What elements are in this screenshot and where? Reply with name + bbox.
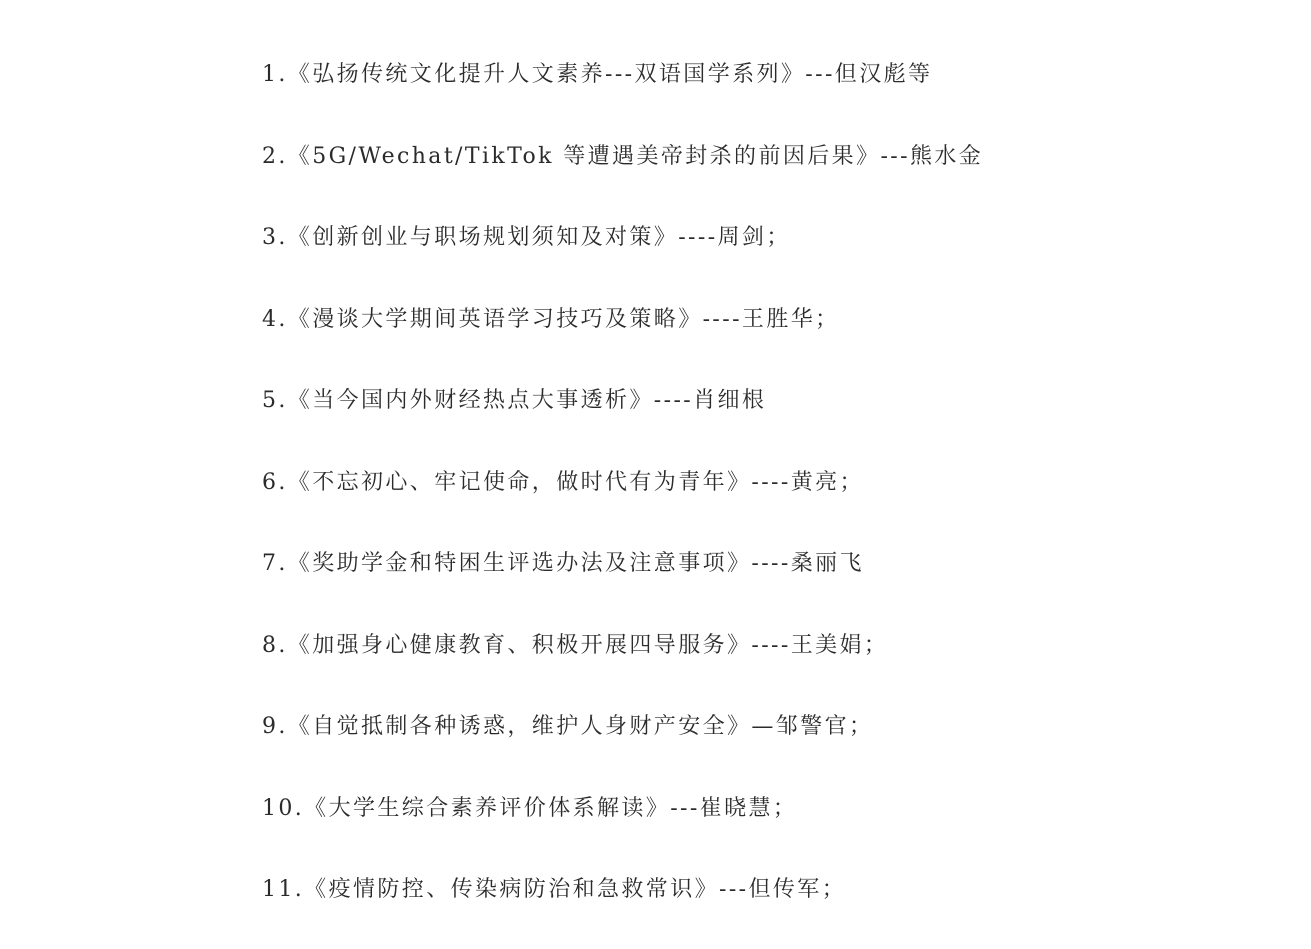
lecture-item-7: 7.《奖助学金和特困生评选办法及注意事项》----桑丽飞 [262, 551, 864, 576]
lecture-item-8: 8.《加强身心健康教育、积极开展四导服务》----王美娟； [262, 633, 889, 658]
lecture-item-6: 6.《不忘初心、牢记使命，做时代有为青年》----黄亮； [262, 470, 864, 495]
lecture-item-4: 4.《漫谈大学期间英语学习技巧及策略》----王胜华； [262, 307, 840, 332]
lecture-item-10: 10.《大学生综合素养评价体系解读》---崔晓慧； [262, 796, 798, 821]
lecture-item-3: 3.《创新创业与职场规划须知及对策》----周剑； [262, 225, 791, 250]
lecture-item-2: 2.《5G/Wechat/TikTok 等遭遇美帝封杀的前因后果》---熊水金 [262, 144, 984, 169]
lecture-item-11: 11.《疫情防控、传染病防治和急救常识》---但传军； [262, 877, 847, 902]
lecture-item-1: 1.《弘扬传统文化提升人文素养---双语国学系列》---但汉彪等 [262, 62, 933, 87]
lecture-item-9: 9.《自觉抵制各种诱惑，维护人身财产安全》—邹警官； [262, 714, 874, 739]
lecture-item-5: 5.《当今国内外财经热点大事透析》----肖细根 [262, 388, 767, 413]
